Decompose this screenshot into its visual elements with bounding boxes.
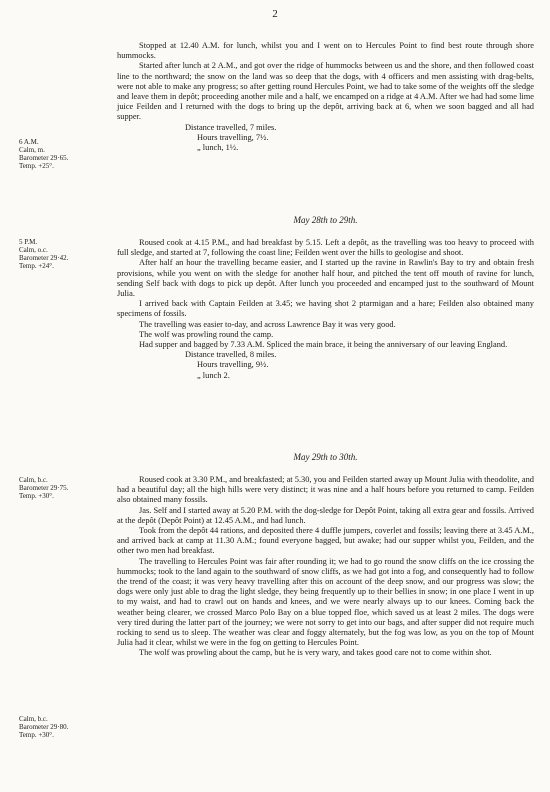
paragraph: Took from the depôt 44 rations, and deposited there 4 duffle jumpers, coverlet and fossils; leaving there at 3.45 A.M., and arrived back at camp at 11.30 A.M.; found everyone bagged, but awake; had our supper whilst you, Feilden, and the other two men had breakfast. <box>117 526 534 556</box>
paragraph: After half an hour the travelling became easier, and I started up the ravine in Rawlin's Bay to try and obtain fresh provisions, while you went on with the sledge for another half hour, and pitched the tent off mouth of ravine for lunch, sending Self back with dogs to pick up depôt. After lunch you proceeded and encamped just to the southward of Mount Julia. <box>117 258 534 299</box>
paragraph: Started after lunch at 2 A.M., and got over the ridge of hummocks between us and the shore, and then followed coast line to the northward; the snow on the land was so deep that the dogs, with 4 officers and men assisting with drag-belts, were not able to make any progress; so after getting round Hercules Point, we had to take some of the weights off the sledge and leave them in depôt; proceeding another mile and a half, we encamped on a ridge at 4 A.M. After we had had some lime juice Feilden and I returned with the dogs to bring up the depôt, arriving back at 6, when we soon bagged and all had supper. <box>117 61 534 122</box>
margin-weather-note: Calm, b.c. Barometer 29·80. Temp. +30°. <box>19 715 69 739</box>
paragraph: The travelling was easier to-day, and across Lawrence Bay it was very good. <box>139 319 396 329</box>
paragraph: Roused cook at 3.30 P.M., and breakfasted; at 5.30, you and Feilden started away up Mount Julia with theodolite, and had a beautiful day; all the high hills were very distinct; it was nine and a half hours before you returned to camp. Feilden also obtained many fossils. <box>117 475 534 505</box>
stat-line: Distance travelled, 7 miles. <box>185 122 277 132</box>
entry-body <box>117 475 534 659</box>
stat-line: Hours travelling, 9½. <box>197 360 269 370</box>
stat-line: Hours travelling, 7½. <box>197 132 269 142</box>
paragraph: The wolf was prowling about the camp, but he is very wary, and takes good care not to come within shot. <box>139 648 492 658</box>
margin-weather-note: 6 A.M. Calm, m. Barometer 29·65. Temp. +25°. <box>19 138 69 170</box>
page-number: 2 <box>272 8 278 20</box>
paragraph: I arrived back with Captain Feilden at 3.45; we having shot 2 ptarmigan and a hare; Feilden also obtained many specimens of fossils. <box>117 299 534 319</box>
margin-weather-note: Calm, b.c. Barometer 29·75. Temp. +30°. <box>19 476 69 500</box>
entry-heading: May 29th to 30th. <box>293 452 358 462</box>
paragraph: Roused cook at 4.15 P.M., and had breakfast by 5.15. Left a depôt, as the travelling was too heavy to proceed with full sledge, and started at 7, following the coast line; Feilden went over the hills to geologise and shoot. <box>117 238 534 258</box>
margin-weather-note: 5 P.M. Calm, o.c. Barometer 29·42. Temp. +24°. <box>19 238 69 270</box>
entry-heading: May 28th to 29th. <box>293 215 358 225</box>
paragraph: Stopped at 12.40 A.M. for lunch, whilst you and I went on to Hercules Point to find best route through shore hummocks. <box>117 41 534 61</box>
entry-body <box>117 41 534 153</box>
stat-line: „ lunch 2. <box>197 370 230 380</box>
entry-body <box>117 238 534 381</box>
paragraph: Jas. Self and I started away at 5.20 P.M. with the dog-sledge for Depôt Point, taking all extra gear and fossils. Arrived at the depôt (Depôt Point) at 12.45 A.M., and had lunch. <box>117 505 534 525</box>
paragraph: Had supper and bagged by 7.33 A.M. Spliced the main brace, it being the anniversary of our leaving England. <box>139 340 508 350</box>
paragraph: The wolf was prowling round the camp. <box>139 329 274 339</box>
stat-line: „ lunch, 1½. <box>197 143 239 153</box>
paragraph: The travelling to Hercules Point was fair after rounding it; we had to go round the snow cliffs on the ice crossing the hummocks; took to the land again to the southward of snow cliffs, as we had got into a fog, and consequently had to follow the trend of the coast; it was very heavy travelling after this on account of the deep snow, and our progress was slow; the dogs were only just able to drag the light sledge, they being frequently up to their bellies in snow; in one place I went in up to my waist, and had to crawl out on hands and knees, and we were nearly always up to our knees. Coming back the weather being clearer, we crossed Marco Polo Bay on a blue topped floe, which saved us at least 2 miles. The dogs were very tired during the latter part of the journey; we were not sorry to get into our bags, and after supper did not require much rocking to send us to sleep. The weather was clear and foggy alternately, but the fog was low, as you on the top of Mount Julia had it clear, whilst we were in the fog on getting to Hercules Point. <box>117 556 534 648</box>
stat-line: Distance travelled, 8 miles. <box>185 350 277 360</box>
